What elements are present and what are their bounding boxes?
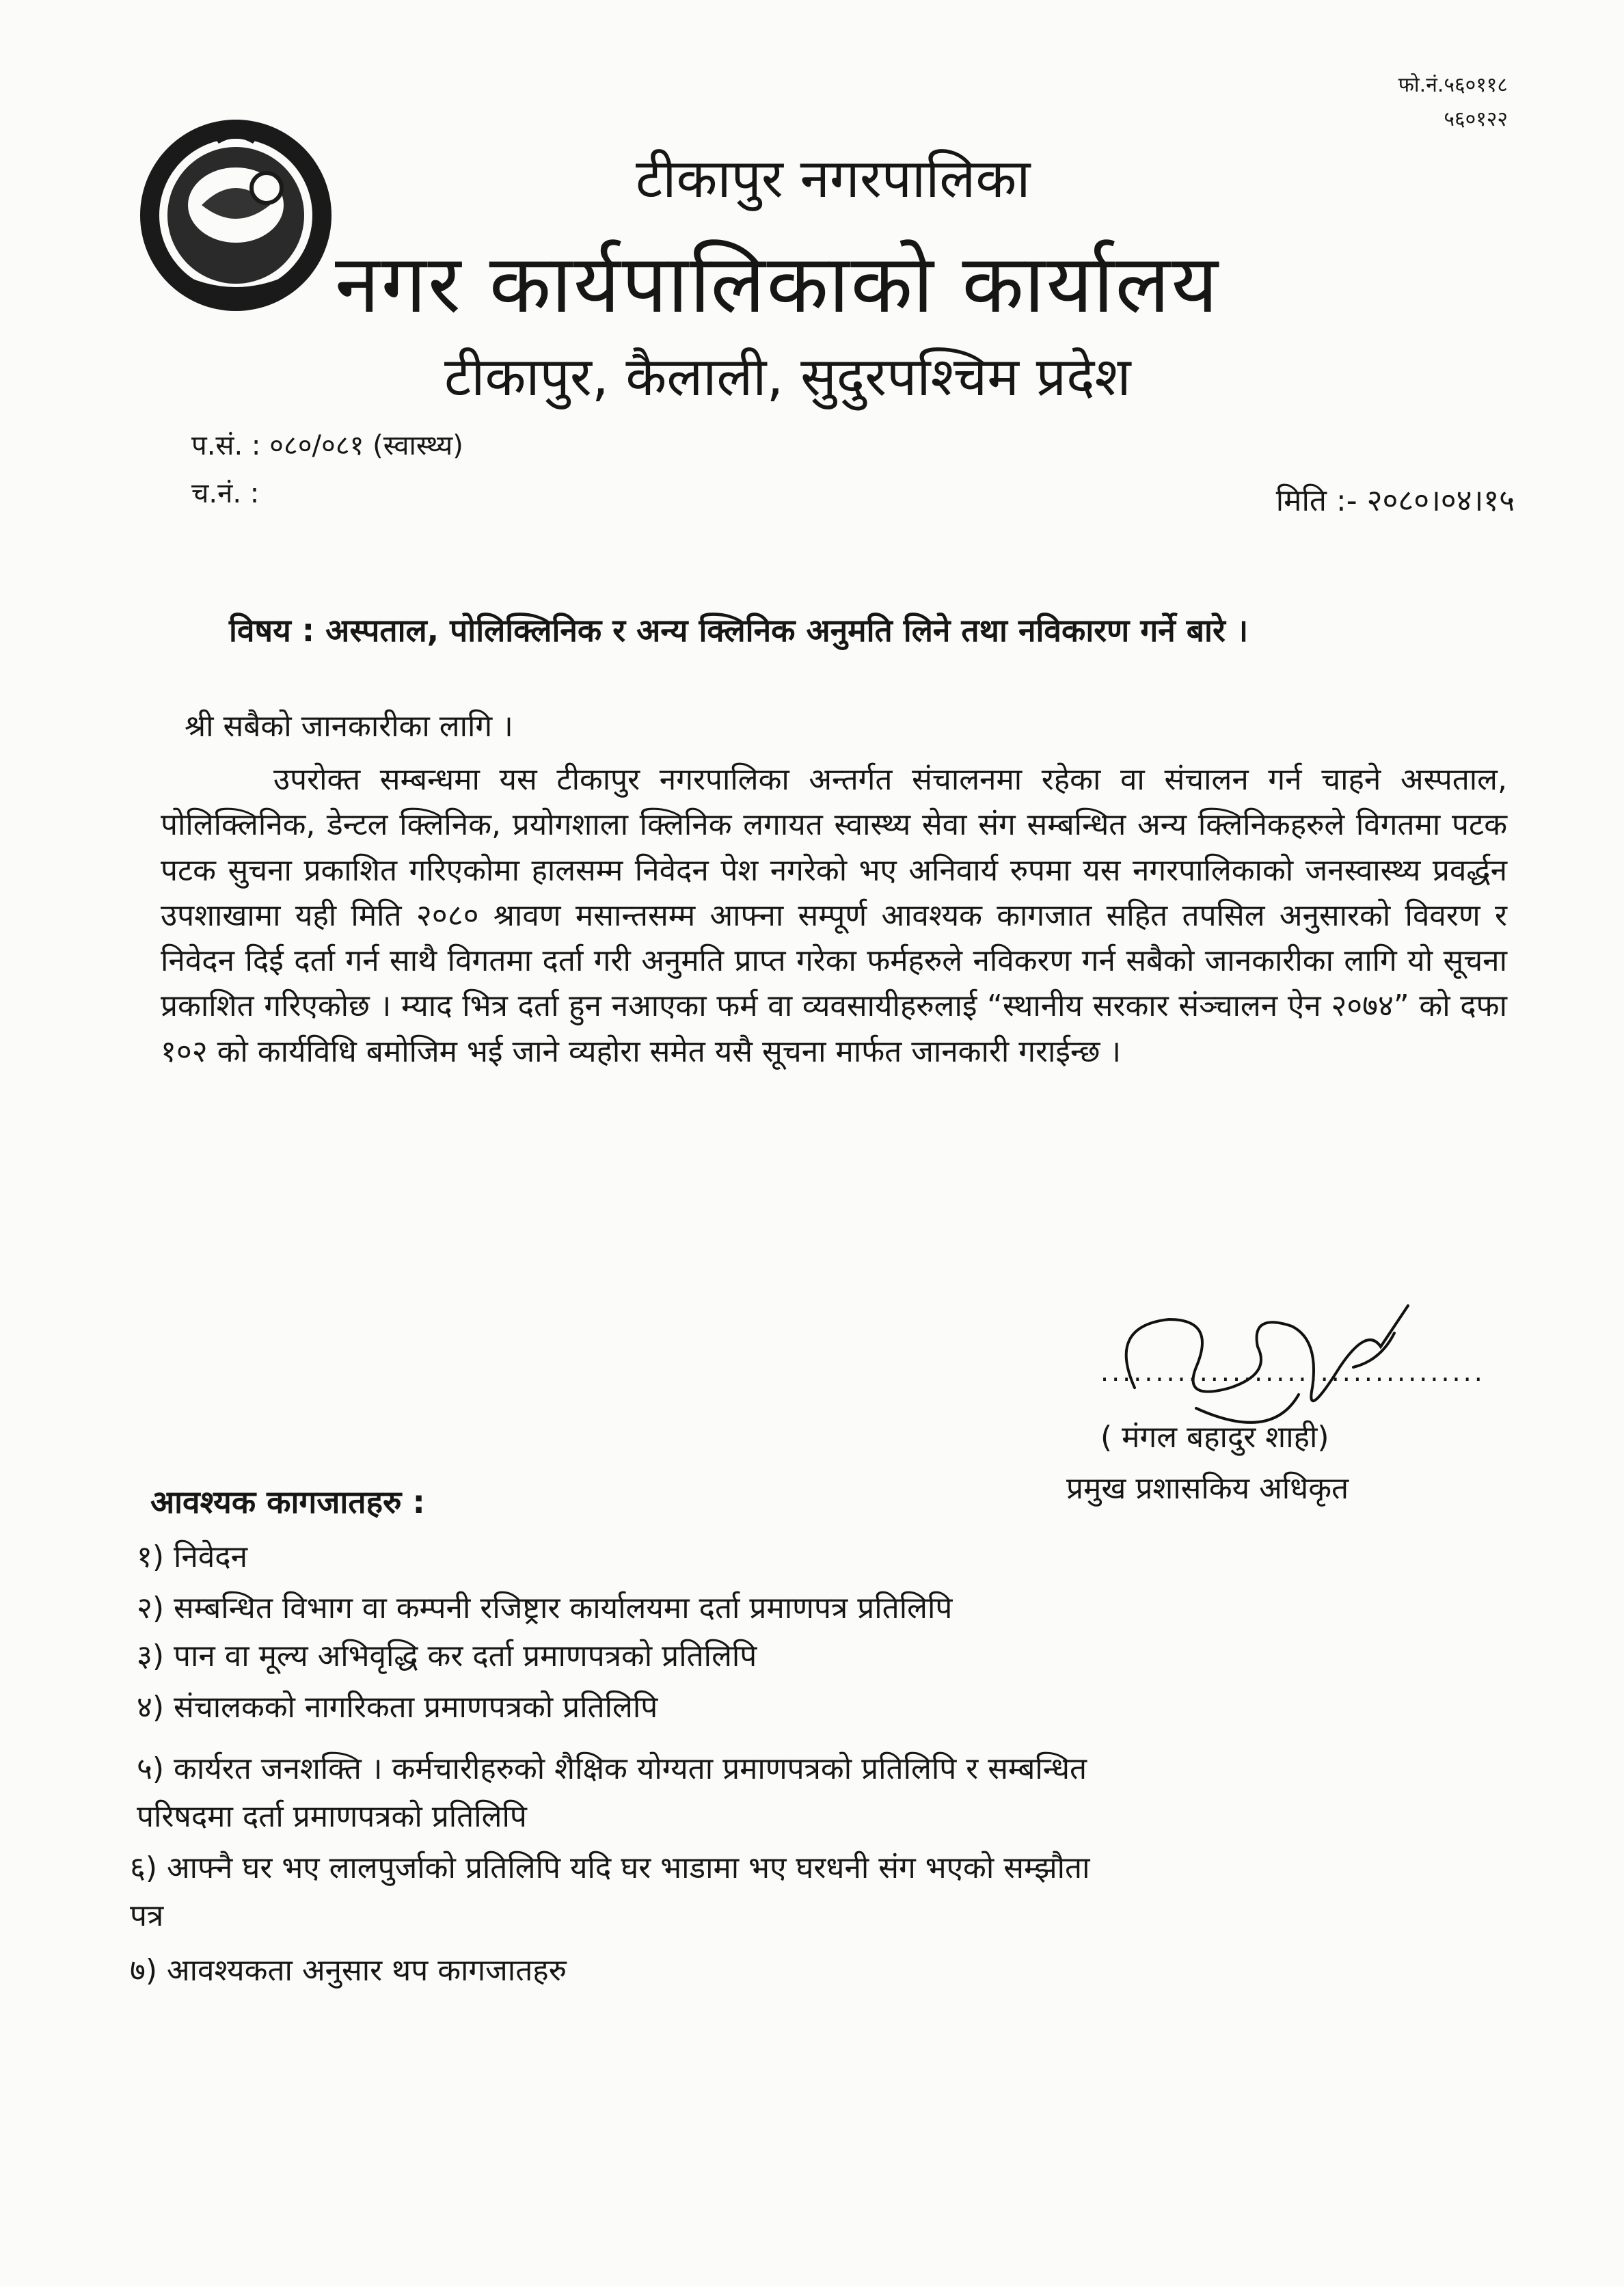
office-address: टीकापुर, कैलाली, सुदुरपश्चिम प्रदेश	[444, 347, 1131, 408]
phone-number-1: फो.नं.५६०११८	[1398, 73, 1508, 97]
list-item: ४) संचालकको नागरिकता प्रमाणपत्रको प्रतिलिपि	[137, 1690, 658, 1725]
office-name: नगर कार्यपालिकाको कार्यालय	[335, 237, 1219, 331]
list-item: ५) कार्यरत जनशक्ति । कर्मचारीहरुको शैक्षिक योग्यता प्रमाणपत्रको प्रतिलिपि र सम्बन्धित	[137, 1751, 1087, 1786]
subject-line: विषय : अस्पताल, पोलिक्लिनिक र अन्य क्लिनिक अनुमति लिने तथा नविकारण गर्ने बारे ।	[229, 612, 1249, 649]
notice-body: उपरोक्त सम्बन्धमा यस टीकापुर नगरपालिका अन्तर्गत संचालनमा रहेका वा संचालन गर्न चाहने अस्पताल, पोलिक्लिनिक, डेन्टल क्लिनिक, प्रयोगशाला क्लिनिक लगायत स्वास्थ्य सेवा संग सम्बन्धित अन्य क्लिनिकहरुले विगतमा पटक पटक सुचना प्रकाशित गरिएकोमा हालसम्म निवेदन पेश नगरेको भए अनिवार्य रुपमा यस नगरपालिकाको जनस्वास्थ्य प्रवर्द्धन उपशाखामा यही मिति २०८० श्रावण मसान्तसम्म आफ्ना सम्पूर्ण आवश्यक कागजात सहित तपसिल अनुसारको विवरण र निवेदन दिई दर्ता गर्न साथै विगतमा दर्ता गरी अनुमति प्राप्त गरेका फर्महरुले नविकरण गर्न सबैको जानकारीका लागि यो सूचना प्रकाशित गरिएकोछ । म्याद भित्र दर्ता हुन नआएका फर्म वा व्यवसायीहरुलाई “स्थानीय सरकार संञ्चालन ऐन २०७४” को दफा १०२ को कार्यविधि बमोजिम भई जाने व्यहोरा समेत यसै सूचना मार्फत जानकारी गराईन्छ ।	[161, 762, 1507, 1069]
list-item: ३) पान वा मूल्य अभिवृद्धि कर दर्ता प्रमाणपत्रको प्रतिलिपि	[137, 1639, 757, 1673]
signature-line: ...................................	[1100, 1357, 1485, 1387]
list-item-continuation: पत्र	[130, 1898, 164, 1933]
signatory-name: ( मंगल बहादुर शाही)	[1100, 1420, 1329, 1455]
signatory-title: प्रमुख प्रशासकिय अधिकृत	[1066, 1471, 1349, 1506]
municipality-name: टीकापुर नगरपालिका	[636, 148, 1031, 210]
phone-number-2: ५६०१२२	[1444, 107, 1508, 131]
list-item: १) निवेदन	[137, 1539, 248, 1574]
list-item-continuation: परिषदमा दर्ता प्रमाणपत्रको प्रतिलिपि	[137, 1799, 527, 1834]
required-documents-heading: आवश्यक कागजातहरु :	[150, 1483, 425, 1520]
list-item: ६) आफ्नै घर भए लालपुर्जाको प्रतिलिपि यदि घर भाडामा भए घरधनी संग भएको सम्झौता	[130, 1851, 1090, 1885]
list-item: २) सम्बन्धित विभाग वा कम्पनी रजिष्ट्रार कार्यालयमा दर्ता प्रमाणपत्र प्रतिलिपि	[137, 1591, 953, 1626]
letter-reference-number: प.सं. : ०८०/०८१ (स्वास्थ्य)	[191, 430, 463, 461]
letter-date: मिति :- २०८०।०४।१५	[1275, 483, 1515, 518]
dispatch-number: च.नं. :	[191, 478, 260, 509]
list-item: ७) आवश्यकता अनुसार थप कागजातहरु	[130, 1953, 567, 1988]
nepal-emblem-icon	[126, 103, 345, 321]
salutation: श्री सबैको जानकारीका लागि ।	[185, 709, 513, 744]
